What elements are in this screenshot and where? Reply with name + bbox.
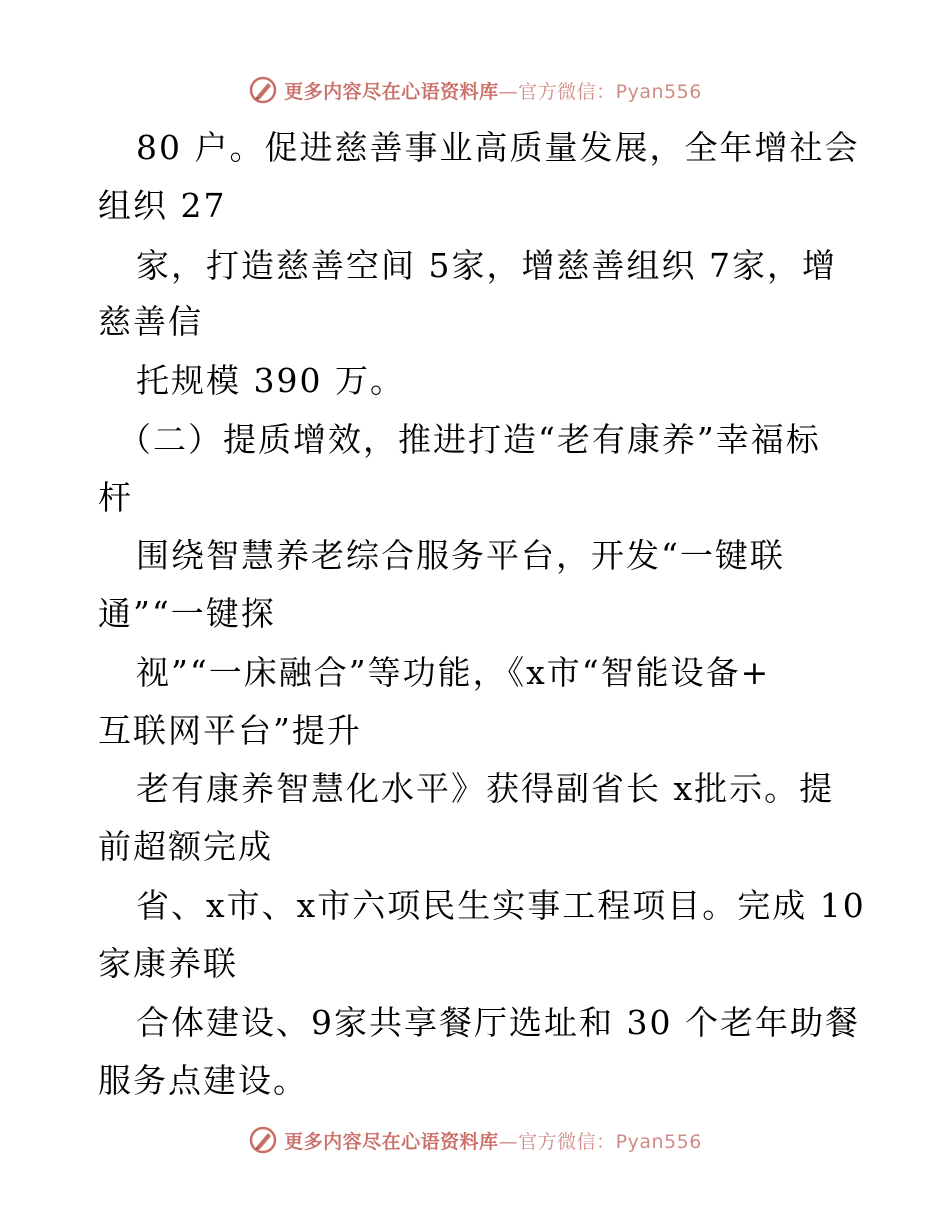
text-line: 老有康养智慧化水平》获得副省长 x批示。提 <box>136 769 835 808</box>
footer-watermark <box>0 1120 950 1160</box>
text-line: 前超额完成 <box>98 827 273 866</box>
text-line: 通”“一键探 <box>98 594 276 633</box>
text-line: 服务点建设。 <box>98 1061 308 1100</box>
pen-circle-logo-icon <box>248 75 278 105</box>
text-line: 组织 27 <box>98 186 227 225</box>
header-watermark <box>0 70 950 110</box>
text-line: 80 户。促进慈善事业高质量发展，全年增社会 <box>136 128 860 167</box>
text-line: 合体建设、9家共享餐厅选址和 30 个老年助餐 <box>136 1003 860 1042</box>
text-line: 杆 <box>98 478 133 517</box>
text-line: 托规模 390 万。 <box>136 361 405 400</box>
footer-watermark-text: 更多内容尽在心语资料库—官方微信：Pyan556 <box>284 1130 702 1153</box>
text-line: 视”“一床融合”等功能，《x市“智能设备+ <box>136 653 771 692</box>
text-line: 省、x市、x市六项民生实事工程项目。完成 10 <box>136 886 866 925</box>
text-line: 互联网平台”提升 <box>98 711 362 750</box>
text-line: 慈善信 <box>98 302 203 341</box>
text-line: 家，打造慈善空间 5家，增慈善组织 7家，增 <box>136 246 837 285</box>
pen-circle-logo-icon <box>248 1125 278 1155</box>
text-line: 家康养联 <box>98 944 238 983</box>
text-line: 围绕智慧养老综合服务平台，开发“一键联 <box>136 536 785 575</box>
section-heading: （二）提质增效，推进打造“老有康养”幸福标 <box>118 420 821 459</box>
header-watermark-text: 更多内容尽在心语资料库—官方微信：Pyan556 <box>284 80 702 103</box>
